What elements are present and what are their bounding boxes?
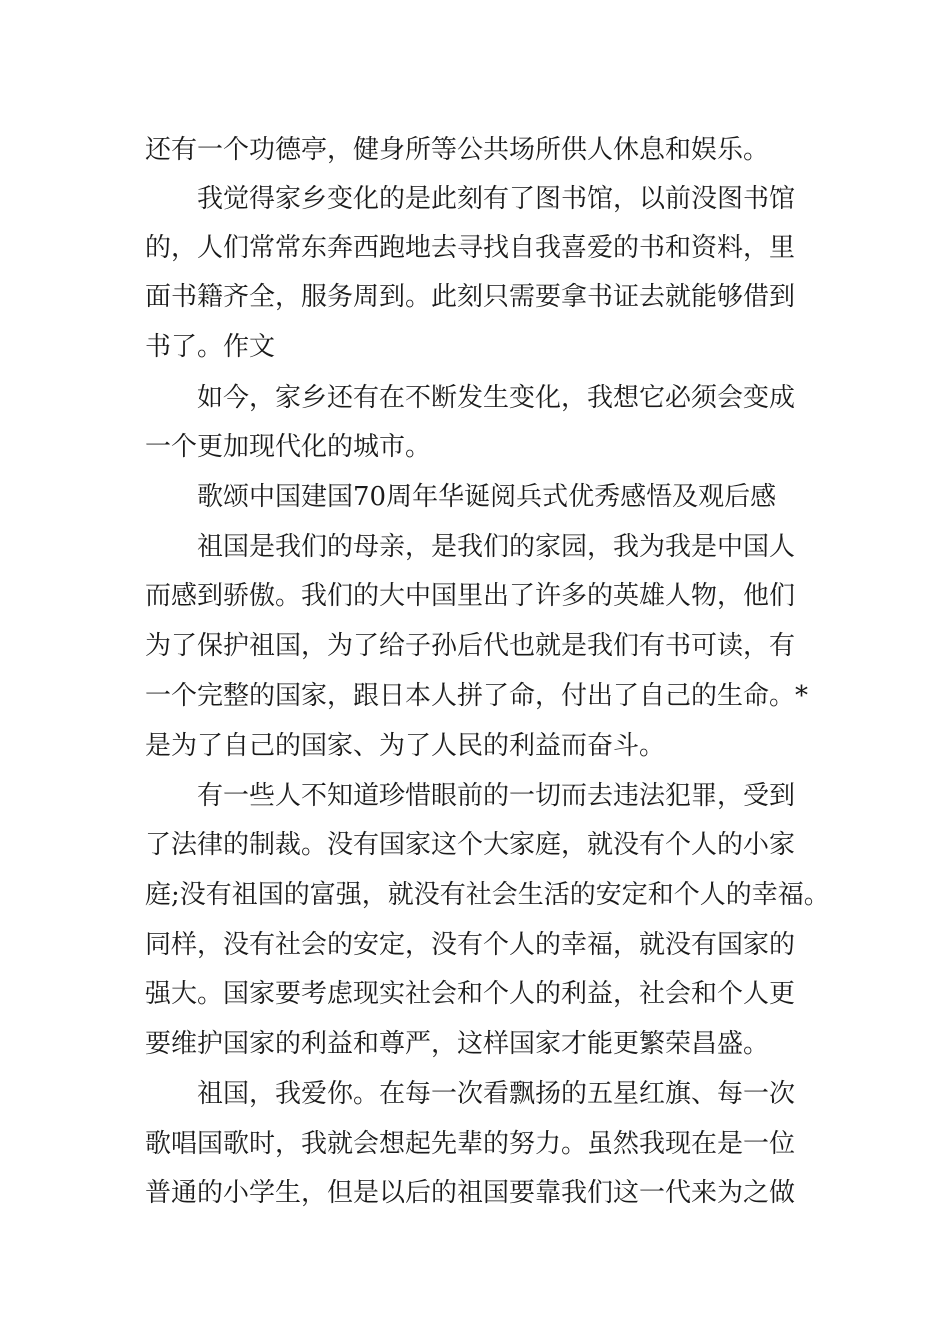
text-line: 歌唱国歌时，我就会想起先辈的努力。虽然我现在是一位 — [145, 1129, 796, 1159]
paragraph-start-line: 有一些人不知道珍惜眼前的一切而去违法犯罪，受到 — [197, 781, 796, 811]
text-line: 是为了自己的国家、为了人民的利益而奋斗。 — [145, 731, 666, 761]
text-line: 普通的小学生，但是以后的祖国要靠我们这一代来为之做 — [145, 1178, 796, 1208]
text-line: 一个完整的国家，跟日本人拼了命，付出了自己的生命。* — [145, 681, 809, 711]
article-title: 歌颂中国建国70周年华诞阅兵式优秀感悟及观后感 — [197, 482, 777, 512]
paragraph-start-line: 祖国是我们的母亲，是我们的家园，我为我是中国人 — [197, 532, 796, 562]
paragraph-start-line: 我觉得家乡变化的是此刻有了图书馆，以前没图书馆 — [197, 184, 796, 214]
text-line: 强大。国家要考虑现实社会和个人的利益，社会和个人更 — [145, 979, 796, 1009]
text-line: 还有一个功德亭，健身所等公共场所供人休息和娱乐。 — [145, 135, 770, 165]
paragraph-start-line: 祖国，我爱你。在每一次看飘扬的五星红旗、每一次 — [197, 1079, 796, 1109]
text-line: 庭;没有祖国的富强，就没有社会生活的安定和个人的幸福。 — [145, 880, 830, 910]
text-line: 书了。作文 — [145, 332, 276, 362]
text-line: 的，人们常常东奔西跑地去寻找自我喜爱的书和资料，里 — [145, 233, 796, 263]
text-line: 面书籍齐全，服务周到。此刻只需要拿书证去就能够借到 — [145, 282, 796, 312]
text-line: 而感到骄傲。我们的大中国里出了许多的英雄人物，他们 — [145, 581, 796, 611]
text-line: 同样，没有社会的安定，没有个人的幸福，就没有国家的 — [145, 930, 796, 960]
text-line: 要维护国家的利益和尊严，这样国家才能更繁荣昌盛。 — [145, 1029, 770, 1059]
paragraph-start-line: 如今，家乡还有在不断发生变化，我想它必须会变成 — [197, 383, 796, 413]
text-line: 一个更加现代化的城市。 — [145, 432, 432, 462]
text-line: 为了保护祖国，为了给子孙后代也就是我们有书可读，有 — [145, 631, 796, 661]
text-line: 了法律的制裁。没有国家这个大家庭，就没有个人的小家 — [145, 830, 796, 860]
